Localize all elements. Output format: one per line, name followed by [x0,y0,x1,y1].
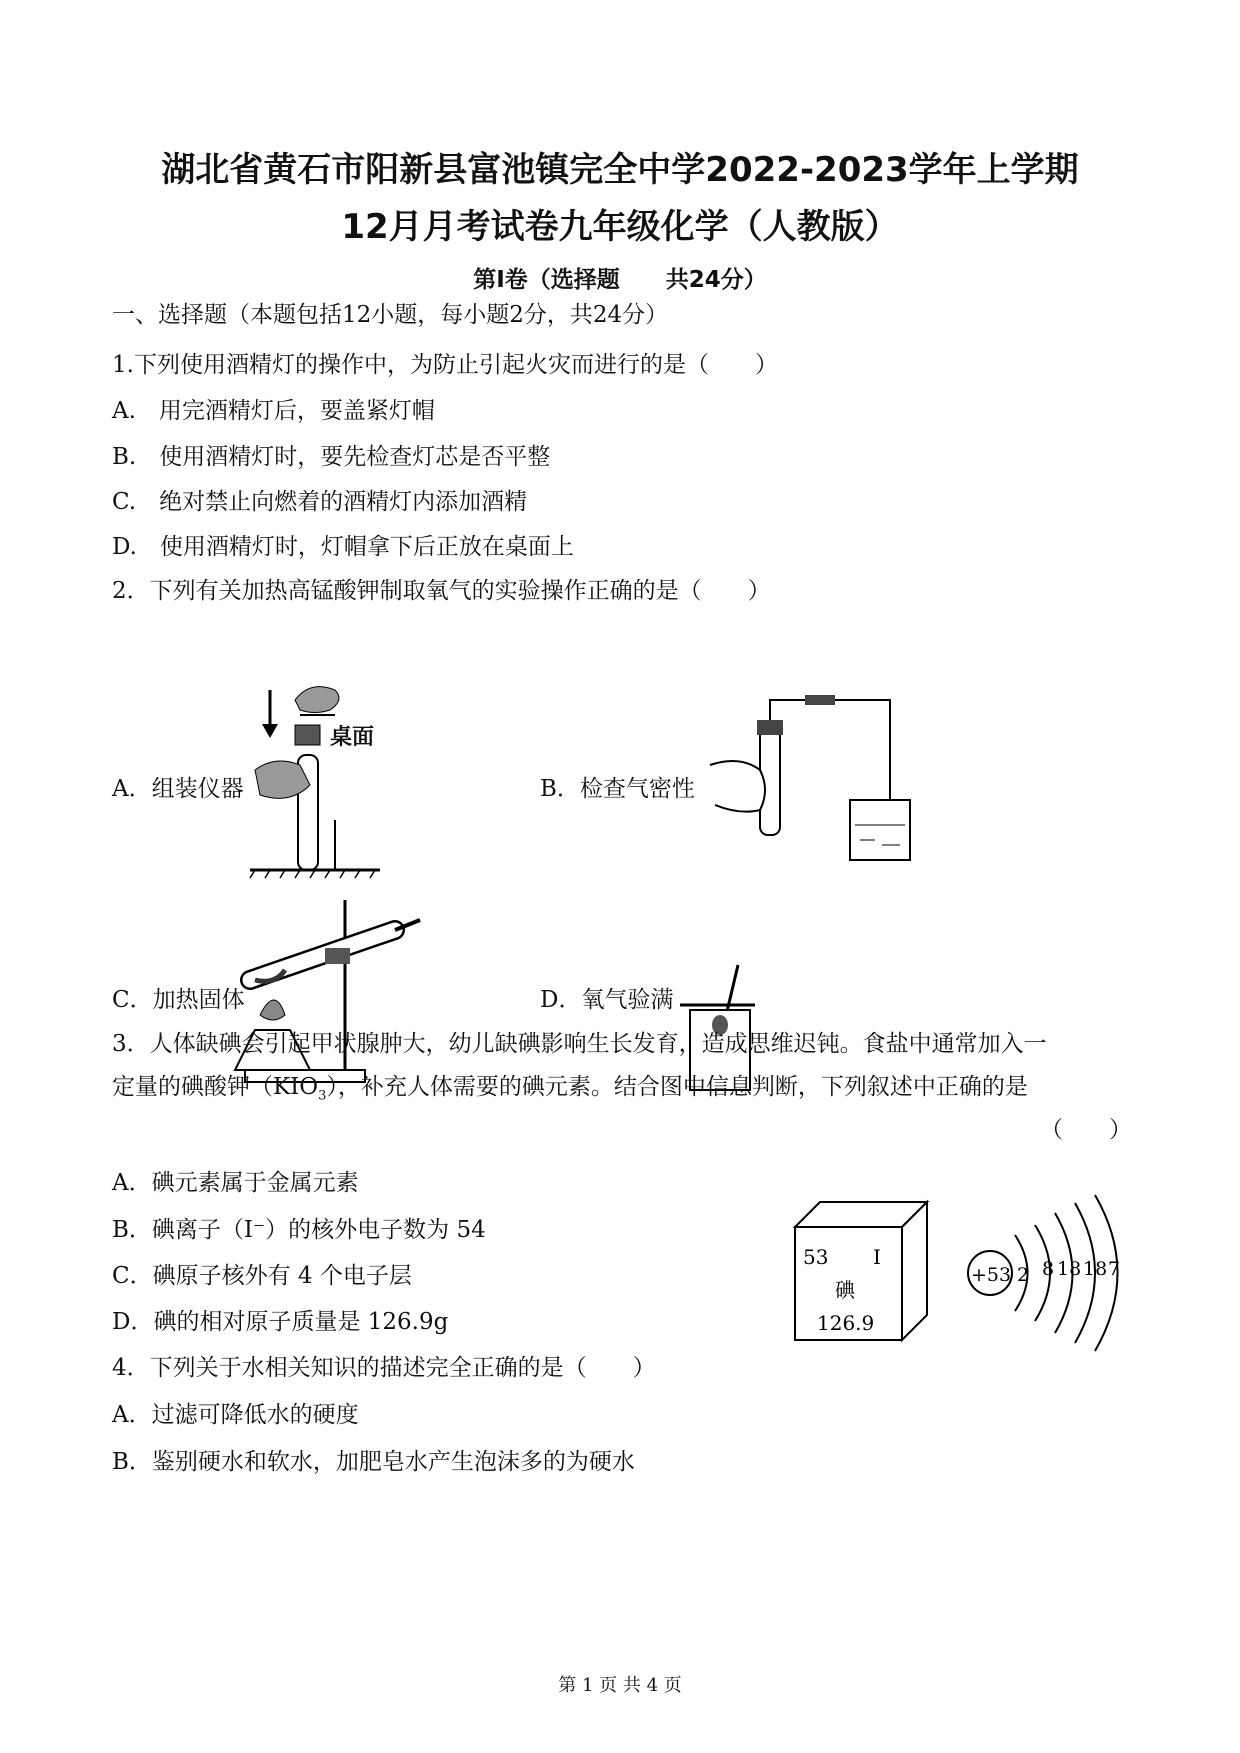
exam-title-line2: 12月月考试卷九年级化学（人教版） [341,207,899,247]
shell-4-electrons: 18 [1083,1258,1108,1280]
q3-option-a: A．碘元素属于金属元素 [112,1170,359,1196]
element-mass: 126.9 [817,1311,875,1335]
q3-stem-subscript: 3 [318,1088,327,1104]
q3-stem-line2 [112,1068,1028,1104]
shell-2-electrons: 8 [1042,1258,1055,1280]
element-card-iodine [795,1202,935,1342]
q1-option-c: C. 绝对禁止向燃着的酒精灯内添加酒精 [112,489,528,515]
desk-label: 桌面 [330,725,375,750]
q3-option-b: B．碘离子（I⁻）的核外电子数为 54 [112,1217,486,1243]
element-number: 53 [803,1245,829,1269]
shell-1-electrons: 2 [1017,1264,1030,1286]
q3-stem-line1: 3．人体缺碘会引起甲状腺肿大，幼儿缺碘影响生长发育，造成思维迟钝。食盐中通常加入一 [112,1031,1047,1057]
page-footer: 第 1 页 共 4 页 [558,1675,682,1696]
atom-structure-diagram [965,1195,1135,1355]
nucleus-charge: +53 [971,1264,1012,1286]
q3-stem-pre: 定量的碘酸钾（KIO [112,1074,319,1100]
element-symbol: I [873,1245,881,1269]
figure-assemble-apparatus [250,680,390,880]
q2-option-a: A．组装仪器 [112,776,244,802]
shell-3-electrons: 18 [1057,1258,1082,1280]
figure-heating-solid [245,900,465,1090]
q4-stem: 4．下列关于水相关知识的描述完全正确的是（ ） [112,1355,656,1381]
q4-option-a: A．过滤可降低水的硬度 [112,1402,359,1428]
q1-option-d: D. 使用酒精灯时，灯帽拿下后正放在桌面上 [112,534,574,560]
element-name: 碘 [835,1278,855,1302]
q3-option-d: D．碘的相对原子质量是 126.9g [112,1309,449,1335]
exam-title-line1: 湖北省黄石市阳新县富池镇完全中学2022-2023学年上学期 [161,150,1079,190]
q1-option-a: A. 用完酒精灯后，要盖紧灯帽 [112,398,435,424]
shell-5-electrons: 7 [1108,1258,1121,1280]
q2-stem: 2．下列有关加热高锰酸钾制取氧气的实验操作正确的是（ ） [112,578,771,604]
section-title: 第Ⅰ卷（选择题 共24分） [473,267,767,293]
figure-airtightness-check [710,695,910,875]
q3-answer-blank: （ ） [1040,1117,1132,1143]
part-heading: 一、选择题（本题包括12小题，每小题2分，共24分） [112,302,669,328]
q3-stem-post: ），补充人体需要的碘元素。结合图中信息判断，下列叙述中正确的是 [326,1074,1028,1100]
q1-stem: 1.下列使用酒精灯的操作中，为防止引起火灾而进行的是（ ） [112,352,778,378]
q3-option-c: C．碘原子核外有 4 个电子层 [112,1263,412,1289]
q4-option-b: B．鉴别硬水和软水，加肥皂水产生泡沫多的为硬水 [112,1449,635,1475]
q2-option-b: B．检查气密性 [540,776,695,802]
q2-option-d: D．氧气验满 [540,987,674,1013]
q1-option-b: B. 使用酒精灯时，要先检查灯芯是否平整 [112,444,551,470]
q2-option-c: C．加热固体 [112,987,245,1013]
